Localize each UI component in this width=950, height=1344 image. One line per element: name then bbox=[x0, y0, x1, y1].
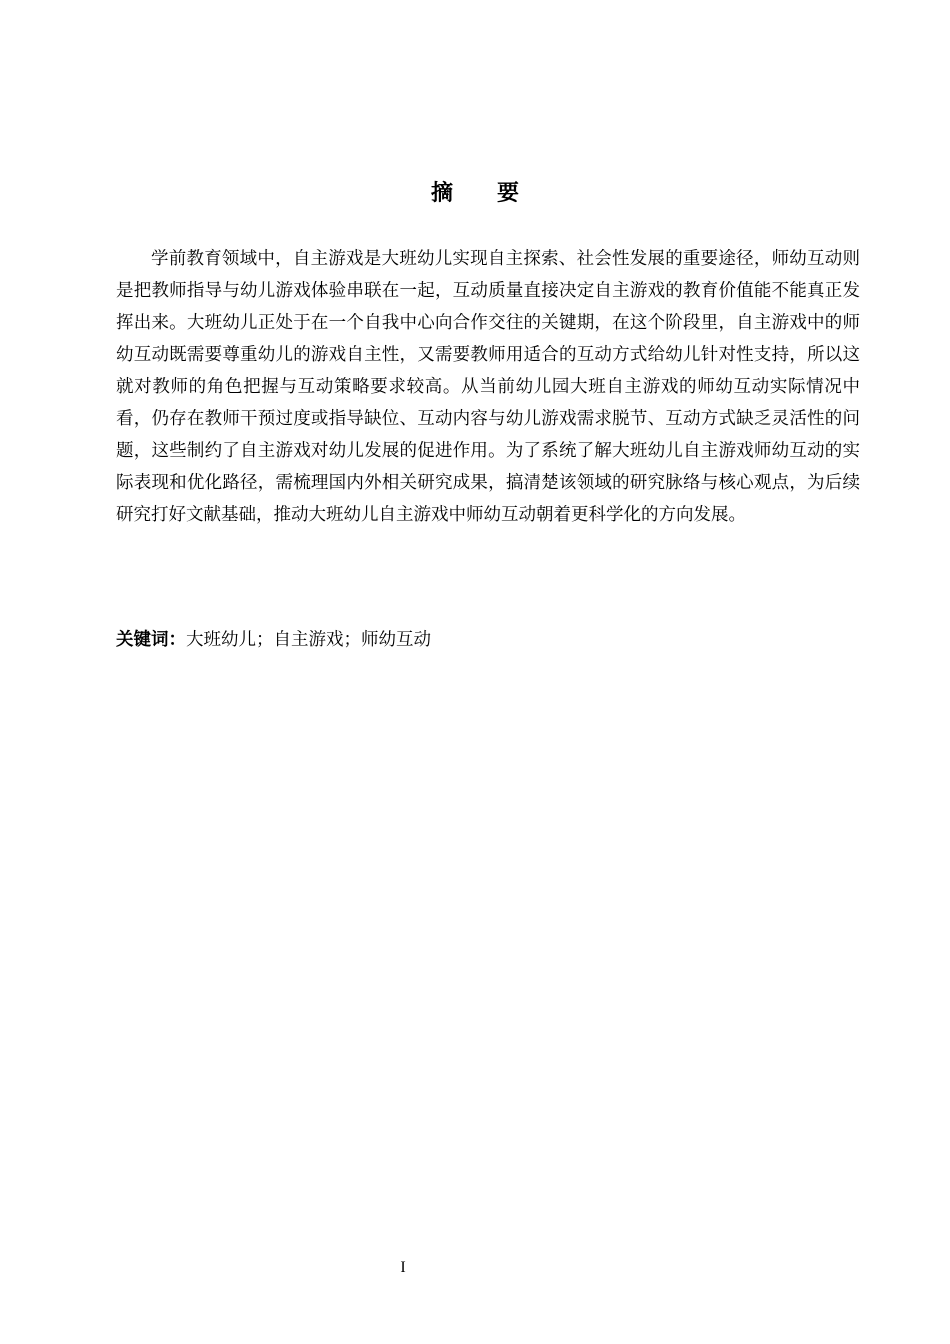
abstract-body: 学前教育领域中，自主游戏是大班幼儿实现自主探索、社会性发展的重要途径，师幼互动则是把教师指导与幼儿游戏体验串联在一起，互动质量直接决定自主游戏的教育价值能不能真正发挥出来。大班幼儿正处于在一个自我中心向合作交往的关键期，在这个阶段里，自主游戏中的师幼互动既需要尊重幼儿的游戏自主性，又需要教师用适合的互动方式给幼儿针对性支持，所以这就对教师的角色把握与互动策略要求较高。从当前幼儿园大班自主游戏的师幼互动实际情况中看，仍存在教师干预过度或指导缺位、互动内容与幼儿游戏需求脱节、互动方式缺乏灵活性的问题，这些制约了自主游戏对幼儿发展的促进作用。为了系统了解大班幼儿自主游戏师幼互动的实际表现和优化路径，需梳理国内外相关研究成果，搞清楚该领域的研究脉络与核心观点，为后续研究打好文献基础，推动大班幼儿自主游戏中师幼互动朝着更科学化的方向发展。 bbox=[116, 249, 860, 525]
abstract-heading-char-2: 要 bbox=[497, 181, 520, 206]
keywords-line bbox=[116, 624, 860, 656]
abstract-heading bbox=[0, 178, 950, 210]
keywords-label: 关键词： bbox=[116, 630, 186, 650]
page-number: I bbox=[400, 1259, 406, 1276]
keywords-value: 大班幼儿；自主游戏；师幼互动 bbox=[186, 630, 431, 650]
abstract-heading-char-1: 摘 bbox=[430, 181, 453, 206]
